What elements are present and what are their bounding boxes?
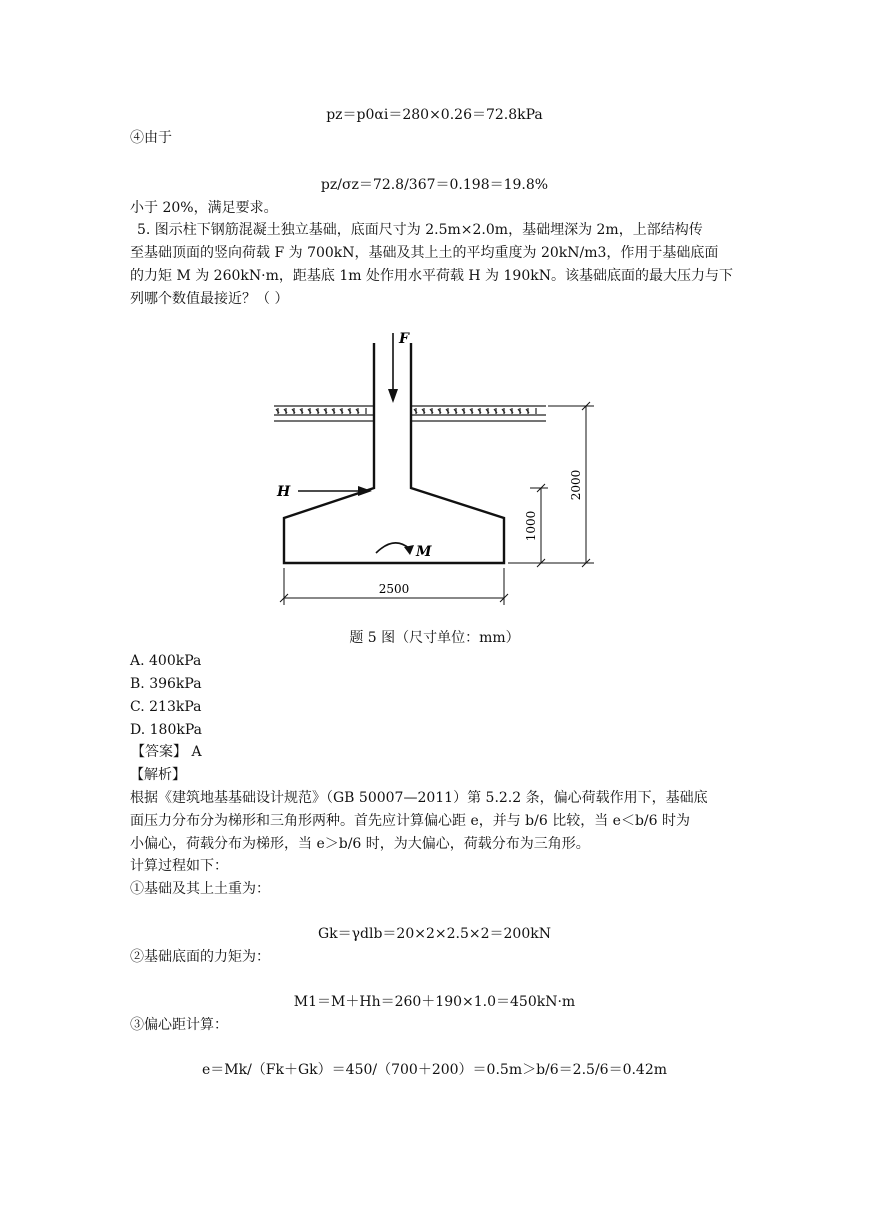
conclusion-text: 小于 20%，满足要求。 [130, 200, 278, 216]
analysis-heading: 【解析】 [130, 767, 186, 783]
equation-1: Gk＝γdlb＝20×2×2.5×2＝200kN [318, 926, 551, 942]
dimension-height-label: 1000 [524, 510, 538, 542]
ground-hatch-right [411, 406, 546, 421]
dimension-depth-label: 2000 [569, 469, 583, 501]
analysis-para-3: 小偏心，荷载分布为梯形，当 e＞b/6 时，为大偏心，荷载分布为三角形。 [130, 836, 590, 852]
force-H-arrowhead [358, 486, 372, 496]
answer-line: 【答案】 A [131, 744, 202, 760]
option-text: 396kPa [149, 676, 202, 692]
footing-outline [284, 343, 504, 563]
option-a [130, 650, 201, 672]
equation-pz: pz＝p0αi＝280×0.26＝72.8kPa [326, 107, 543, 123]
analysis-para-1: 根据《建筑地基基础设计规范》（GB 50007—2011）第 5.2.2 条，偏心荷载作用下，基础底 [130, 790, 708, 806]
step-4-title: ④由于 [130, 130, 172, 146]
figure-caption: 题 5 图（尺寸单位：mm） [349, 630, 520, 646]
ground-hatch-left [274, 406, 374, 421]
equation-ratio: pz/σz＝72.8/367＝0.198＝19.8% [320, 177, 549, 193]
question-5-line-4: 列哪个数值最接近？（ ） [130, 291, 289, 307]
footing-diagram [268, 323, 608, 613]
option-text: 213kPa [149, 699, 202, 715]
equation-2: M1＝M＋Hh＝260＋190×1.0＝450kN·m [293, 994, 576, 1010]
question-5-line-2: 至基础顶面的竖向荷载 F 为 700kN，基础及其上土的平均重度为 20kN/m3，作用于基础底面 [130, 245, 719, 261]
option-text: 400kPa [149, 653, 202, 669]
force-F-arrowhead [388, 389, 398, 403]
option-d [130, 719, 202, 741]
step-3-title: ③偏心距计算： [130, 1017, 228, 1033]
question-5-line-3: 的力矩 M 为 260kN·m，距基底 1m 处作用水平荷载 H 为 190kN。该基础底面的最大压力与下 [130, 268, 733, 284]
analysis-para-2: 面压力分布分为梯形和三角形两种。首先应计算偏心距 e，并与 b/6 比较，当 e＜b/6 时为 [130, 813, 690, 829]
option-c [130, 696, 201, 718]
dimension-width-label: 2500 [378, 582, 410, 596]
option-letter: A. [130, 653, 145, 669]
label-H: H [277, 484, 291, 500]
option-letter: B. [130, 676, 145, 692]
option-text: 180kPa [149, 722, 202, 738]
step-2-title: ②基础底面的力矩为： [130, 949, 270, 965]
footing-diagram-svg [268, 323, 608, 613]
option-letter: D. [130, 722, 146, 738]
option-letter: C. [130, 699, 145, 715]
step-1-title: ①基础及其上土重为： [130, 881, 270, 897]
option-b [130, 673, 202, 695]
label-F: F [399, 331, 409, 347]
question-5-line-1: 5. 图示柱下钢筋混凝土独立基础，底面尺寸为 2.5m×2.0m，基础埋深为 2m，上部结构传 [137, 222, 703, 238]
label-M: M [416, 544, 432, 560]
equation-3: e＝Mk/（Fk＋Gk）＝450/（700＋200）＝0.5m＞b/6＝2.5/6＝0.42m [201, 1062, 668, 1078]
process-title: 计算过程如下： [130, 858, 228, 874]
